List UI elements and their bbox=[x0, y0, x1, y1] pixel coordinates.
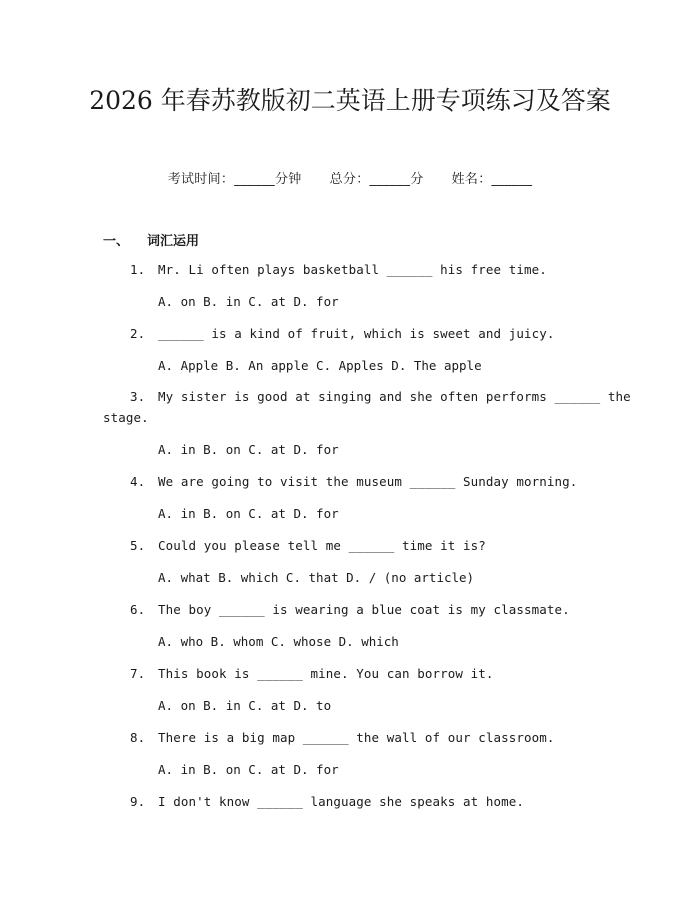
section-heading bbox=[103, 230, 199, 249]
question-options: A. on B. in C. at D. to bbox=[158, 698, 332, 713]
question-number: 9. bbox=[130, 794, 146, 809]
question-number: 3. bbox=[130, 389, 146, 404]
question-text: Could you please tell me ______ time it is? bbox=[158, 538, 486, 553]
question-number: 6. bbox=[130, 602, 146, 617]
question-text: ______ is a kind of fruit, which is sweet and juicy. bbox=[158, 326, 555, 341]
total-score-label: 总分：______分 bbox=[329, 172, 424, 187]
question-options: A. what B. which C. that D. / (no article) bbox=[158, 570, 475, 585]
section-title: 词汇运用 bbox=[147, 234, 200, 249]
exam-meta bbox=[0, 168, 700, 187]
student-name-label: 姓名：______ bbox=[451, 172, 533, 187]
question-text: I don't know ______ language she speaks at home. bbox=[158, 794, 525, 809]
question-text: The boy ______ is wearing a blue coat is my classmate. bbox=[158, 602, 570, 617]
question-number: 7. bbox=[130, 666, 146, 681]
question-number: 1. bbox=[130, 262, 146, 277]
page-title: 2026 年春苏教版初二英语上册专项练习及答案 bbox=[89, 86, 611, 115]
question-options: A. Apple B. An apple C. Apples D. The apple bbox=[158, 358, 482, 373]
question-options: A. in B. on C. at D. for bbox=[158, 442, 339, 457]
question-options: A. in B. on C. at D. for bbox=[158, 506, 339, 521]
question-text: Mr. Li often plays basketball ______ his free time. bbox=[158, 262, 547, 277]
question-text: My sister is good at singing and she often performs ______ the bbox=[158, 389, 631, 404]
exam-time-label: 考试时间：______分钟 bbox=[167, 172, 302, 187]
question-text: This book is ______ mine. You can borrow it. bbox=[158, 666, 494, 681]
question-number: 4. bbox=[130, 474, 146, 489]
question-text: We are going to visit the museum ______ Sunday morning. bbox=[158, 474, 578, 489]
question-number: 2. bbox=[130, 326, 146, 341]
question-options: A. in B. on C. at D. for bbox=[158, 762, 339, 777]
question-options: A. who B. whom C. whose D. which bbox=[158, 634, 399, 649]
question-options: A. on B. in C. at D. for bbox=[158, 294, 339, 309]
question-text-continued: stage. bbox=[103, 410, 149, 425]
question-text: There is a big map ______ the wall of our classroom. bbox=[158, 730, 555, 745]
question-number: 5. bbox=[130, 538, 146, 553]
section-number: 一、 bbox=[103, 234, 130, 249]
question-number: 8. bbox=[130, 730, 146, 745]
